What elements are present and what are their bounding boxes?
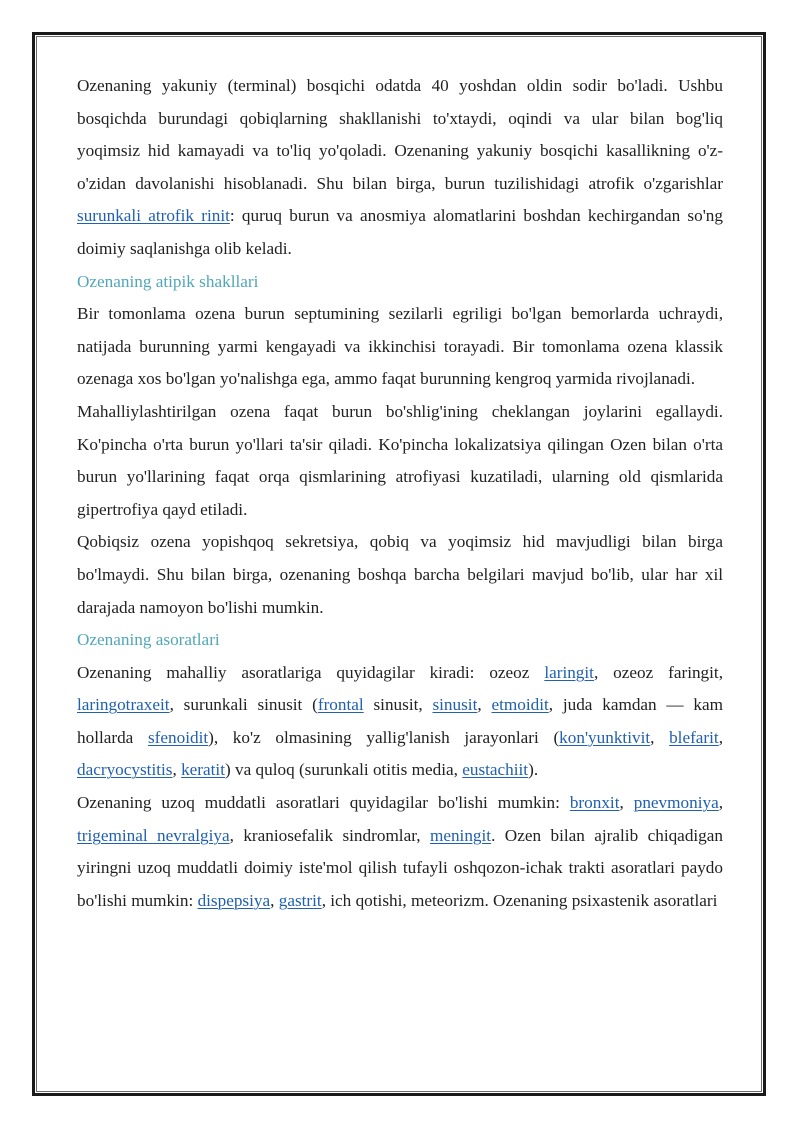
paragraph-text: , [718, 793, 723, 813]
link-dispepsiya[interactable]: dispepsiya [197, 890, 271, 910]
paragraph-text: , [477, 695, 492, 715]
link-meningit[interactable]: meningit [429, 825, 492, 845]
paragraph-local-complications [77, 657, 723, 787]
link-pnevmoniya[interactable]: pnevmoniya [633, 793, 719, 813]
paragraph-text: Ozenaning mahalliy asoratlariga quyidagilar kiradi: ozeoz [77, 662, 545, 682]
paragraph-text: . Ozen bilan ajralib chiqadigan yiringni uzoq muddatli doimiy iste'mol qilish tufayli oshqozon-ichak trakti asoratlari paydo bo'lishi mumkin: [77, 825, 723, 910]
section-heading-atypical-forms: Ozenaning atipik shakllari [77, 271, 259, 291]
paragraph-localized-ozena: Mahalliylashtirilgan ozena faqat burun bo'shlig'ining cheklangan joylarini egallaydi. Ko'pincha o'rta burun yo'llari ta'sir qiladi. Ko'pincha lokalizatsiya qilingan Ozen bilan o'rta burun yo'llarining faqat orqa qismlarining atrofiyasi kuzatiladi, ularning old qismlarida gipertrofiya qayd etiladi. [77, 401, 723, 519]
link-keratit[interactable]: keratit [181, 760, 225, 780]
link-frontal[interactable]: frontal [317, 695, 364, 715]
link-laringotraxeit[interactable]: laringotraxeit [77, 695, 170, 715]
link-etmoidit[interactable]: etmoidit [491, 695, 549, 715]
paragraph-text: , ich qotishi, meteorizm. Ozenaning psixastenik asoratlari [321, 890, 718, 910]
paragraph-text: , juda kamdan — kam hollarda [77, 695, 723, 747]
paragraph-text: , [718, 727, 723, 747]
link-eustachiit[interactable]: eustachiit [462, 760, 529, 780]
paragraph-text: , kraniosefalik sindromlar, [229, 825, 430, 845]
paragraph-text: Ozenaning yakuniy (terminal) bosqichi odatda 40 yoshdan oldin sodir bo'ladi. Ushbu bosqichda burundagi qobiqlarning shakllanishi to'xtaydi, oqindi va ular bilan bog'liq yoqimsiz hid kamayadi va to'liq yo'qoladi. Ozenaning yakuniy bosqichi kasallikning o'z-o'zidan davolanishi hisoblanadi. Shu bilan birga, burun tuzilishidagi atrofik o'zgarishlar [77, 76, 723, 193]
link-konyunktivit[interactable]: kon'yunktivit [559, 727, 651, 747]
link-sinusit[interactable]: sinusit [432, 695, 478, 715]
paragraph-unilateral-ozena: Bir tomonlama ozena burun septumining sezilarli egriligi bo'lgan bemorlarda uchraydi, natijada burunning yarmi kengayadi va ikkinchisi torayadi. Bir tomonlama ozena klassik ozenaga xos bo'lgan yo'nalishga ega, ammo faqat burunning kengroq yarmida rivojlanadi. [77, 304, 723, 389]
paragraph-text: : quruq burun va anosmiya alomatlarini boshdan kechirgandan so'ng doimiy saqlanishga olib keladi. [77, 206, 723, 258]
paragraph-text: , ozeoz faringit, [593, 662, 724, 682]
document-body [77, 70, 723, 917]
paragraph-text: ), ko'z olmasining yallig'lanish jarayonlari ( [208, 727, 560, 747]
paragraph-text: ) va quloq (surunkali otitis media, [224, 760, 463, 780]
paragraph-long-term-complications [77, 787, 723, 917]
paragraph-text: , [619, 793, 634, 813]
section-heading-complications: Ozenaning asoratlari [77, 630, 220, 650]
link-blefarit[interactable]: blefarit [669, 727, 719, 747]
link-laringit[interactable]: laringit [544, 662, 594, 682]
paragraph-text: , surunkali sinusit ( [169, 695, 318, 715]
link-surunkali-atrofik-rinit[interactable]: surunkali atrofik rinit [77, 206, 230, 226]
link-gastrit[interactable]: gastrit [278, 890, 322, 910]
link-sfenoidit[interactable]: sfenoidit [147, 727, 209, 747]
paragraph-crustless-ozena: Qobiqsiz ozena yopishqoq sekretsiya, qobiq va yoqimsiz hid mavjudligi bilan birga bo'lmaydi. Shu bilan birga, ozenaning boshqa barcha belgilari mavjud bo'lib, ular har xil darajada namoyon bo'lishi mumkin. [77, 532, 723, 617]
link-bronxit[interactable]: bronxit [569, 793, 620, 813]
paragraph-text: , [270, 890, 279, 910]
link-trigeminal-nevralgiya[interactable]: trigeminal nevralgiya [77, 825, 230, 845]
paragraph-text: Ozenaning uzoq muddatli asoratlari quyidagilar bo'lishi mumkin: [77, 793, 570, 813]
paragraph-terminal-stage [77, 70, 723, 266]
paragraph-text: , [650, 727, 670, 747]
paragraph-text: , [172, 760, 182, 780]
paragraph-text: sinusit, [363, 695, 433, 715]
paragraph-text: ). [528, 760, 539, 780]
link-dacryocystitis[interactable]: dacryocystitis [77, 760, 173, 780]
